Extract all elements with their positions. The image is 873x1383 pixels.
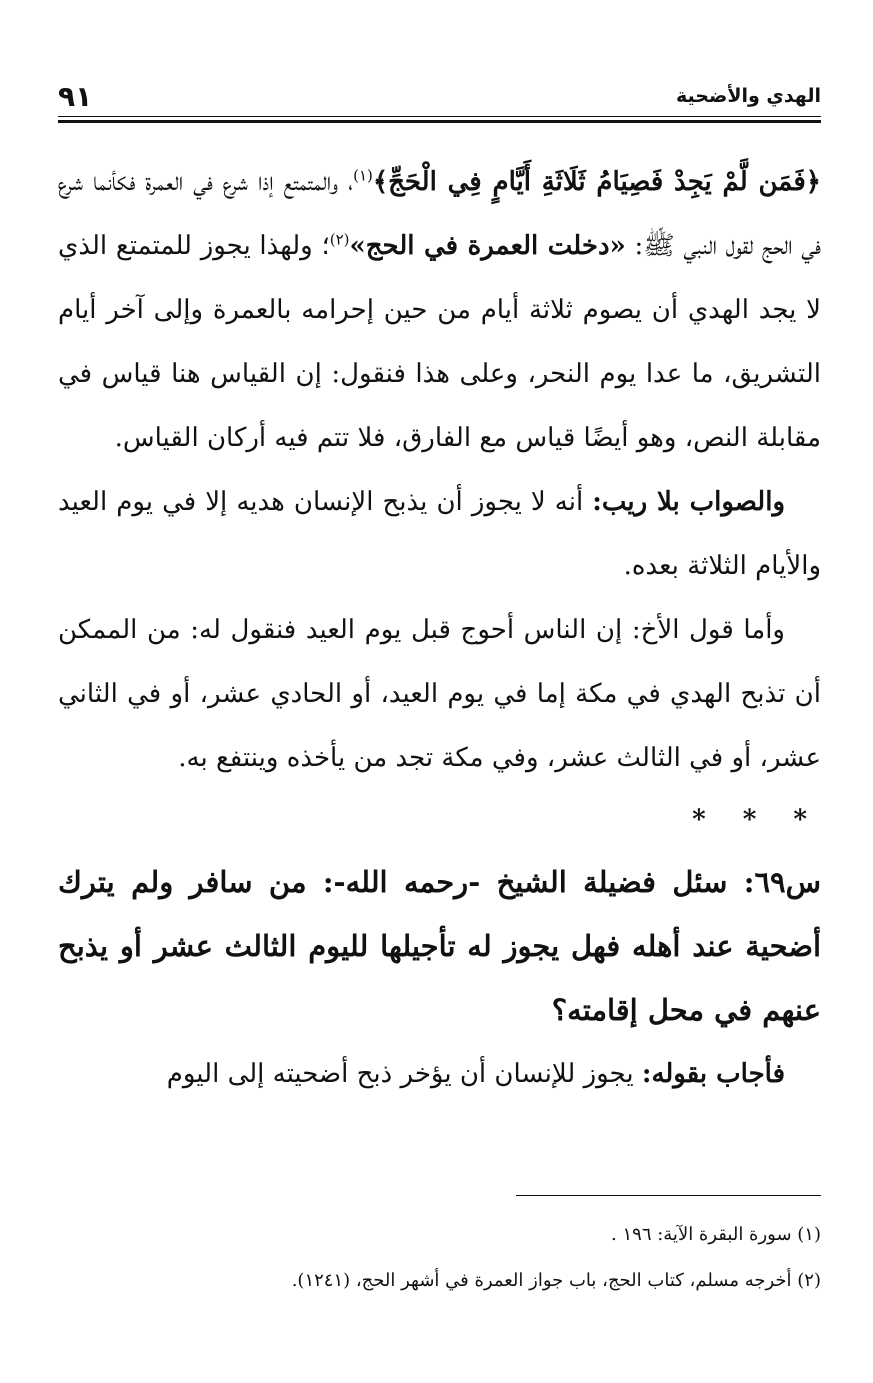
- chapter-title: الهدي والأضحية: [676, 85, 821, 107]
- footnote-1: (١) سورة البقرة الآية: ١٩٦ .: [611, 1224, 821, 1245]
- footnote-ref-1: (١): [353, 166, 373, 185]
- page-number: ٩١: [58, 79, 93, 113]
- section-separator: * * *: [692, 805, 821, 835]
- page-header: [58, 78, 821, 114]
- question-paragraph: س٦٩: سئل فضيلة الشيخ -رحمه الله-: من سافر ولم يترك أضحية عند أهله فهل يجوز له تأجيلها لليوم الثالث عشر أو يذبح عنهم في محل إقامته؟: [58, 865, 822, 1027]
- paragraph-1-text-a: ، والمتمتع إذا شرع في العمرة فكأنما شرع في الحج لقول النبي ﷺ:: [58, 167, 821, 261]
- footnote-rule: [516, 1195, 821, 1196]
- paragraph-2: [58, 470, 821, 598]
- paragraph-1-text-b: ؛ ولهذا يجوز للمتمتع الذي لا يجد الهدي أن يصوم ثلاثة أيام من حين إحرامه بالعمرة وإلى آخر أيام التشريق، ما عدا يوم النحر، وعلى هذا فنقول: إن القياس هنا قياس في مقابلة النص، وهو أيضًا قياس مع الفارق، فلا تتم فيه أركان القياس.: [58, 231, 821, 453]
- answer-text: يجوز للإنسان أن يؤخر ذبح أضحيته إلى اليوم: [166, 1059, 642, 1089]
- paragraph-2-text: أنه لا يجوز أن يذبح الإنسان هديه إلا في يوم العيد والأيام الثلاثة بعده.: [58, 487, 821, 581]
- hadith-quote: «دخلت العمرة في الحج»: [349, 231, 626, 261]
- footnotes: [58, 1212, 821, 1304]
- header-rule-thick: [58, 120, 821, 123]
- footnote-ref-2: (٢): [329, 230, 350, 249]
- answer-paragraph: [58, 1042, 821, 1106]
- footnote-2: (٢) أخرجه مسلم، كتاب الحج، باب جواز العمرة في أشهر الحج، (١٢٤١).: [291, 1270, 821, 1291]
- header-rule-thin: [58, 116, 821, 117]
- paragraph-1: [58, 150, 821, 470]
- paragraph-3: وأما قول الأخ: إن الناس أحوج قبل يوم العيد فنقول له: من الممكن أن تذبح الهدي في مكة إما في يوم العيد، أو الحادي عشر، أو في الثاني عشر، أو في الثالث عشر، وفي مكة تجد من يأخذه وينتفع به.: [58, 615, 821, 773]
- answer-lead: فأجاب بقوله:: [641, 1059, 785, 1089]
- page-body: [58, 150, 821, 1106]
- quran-verse: ﴿فَمَن لَّمْ يَجِدْ فَصِيَامُ ثَلَاثَةِ أَيَّامٍ فِي الْحَجِّ﴾: [372, 167, 821, 197]
- paragraph-2-lead: والصواب بلا ريب:: [592, 487, 785, 517]
